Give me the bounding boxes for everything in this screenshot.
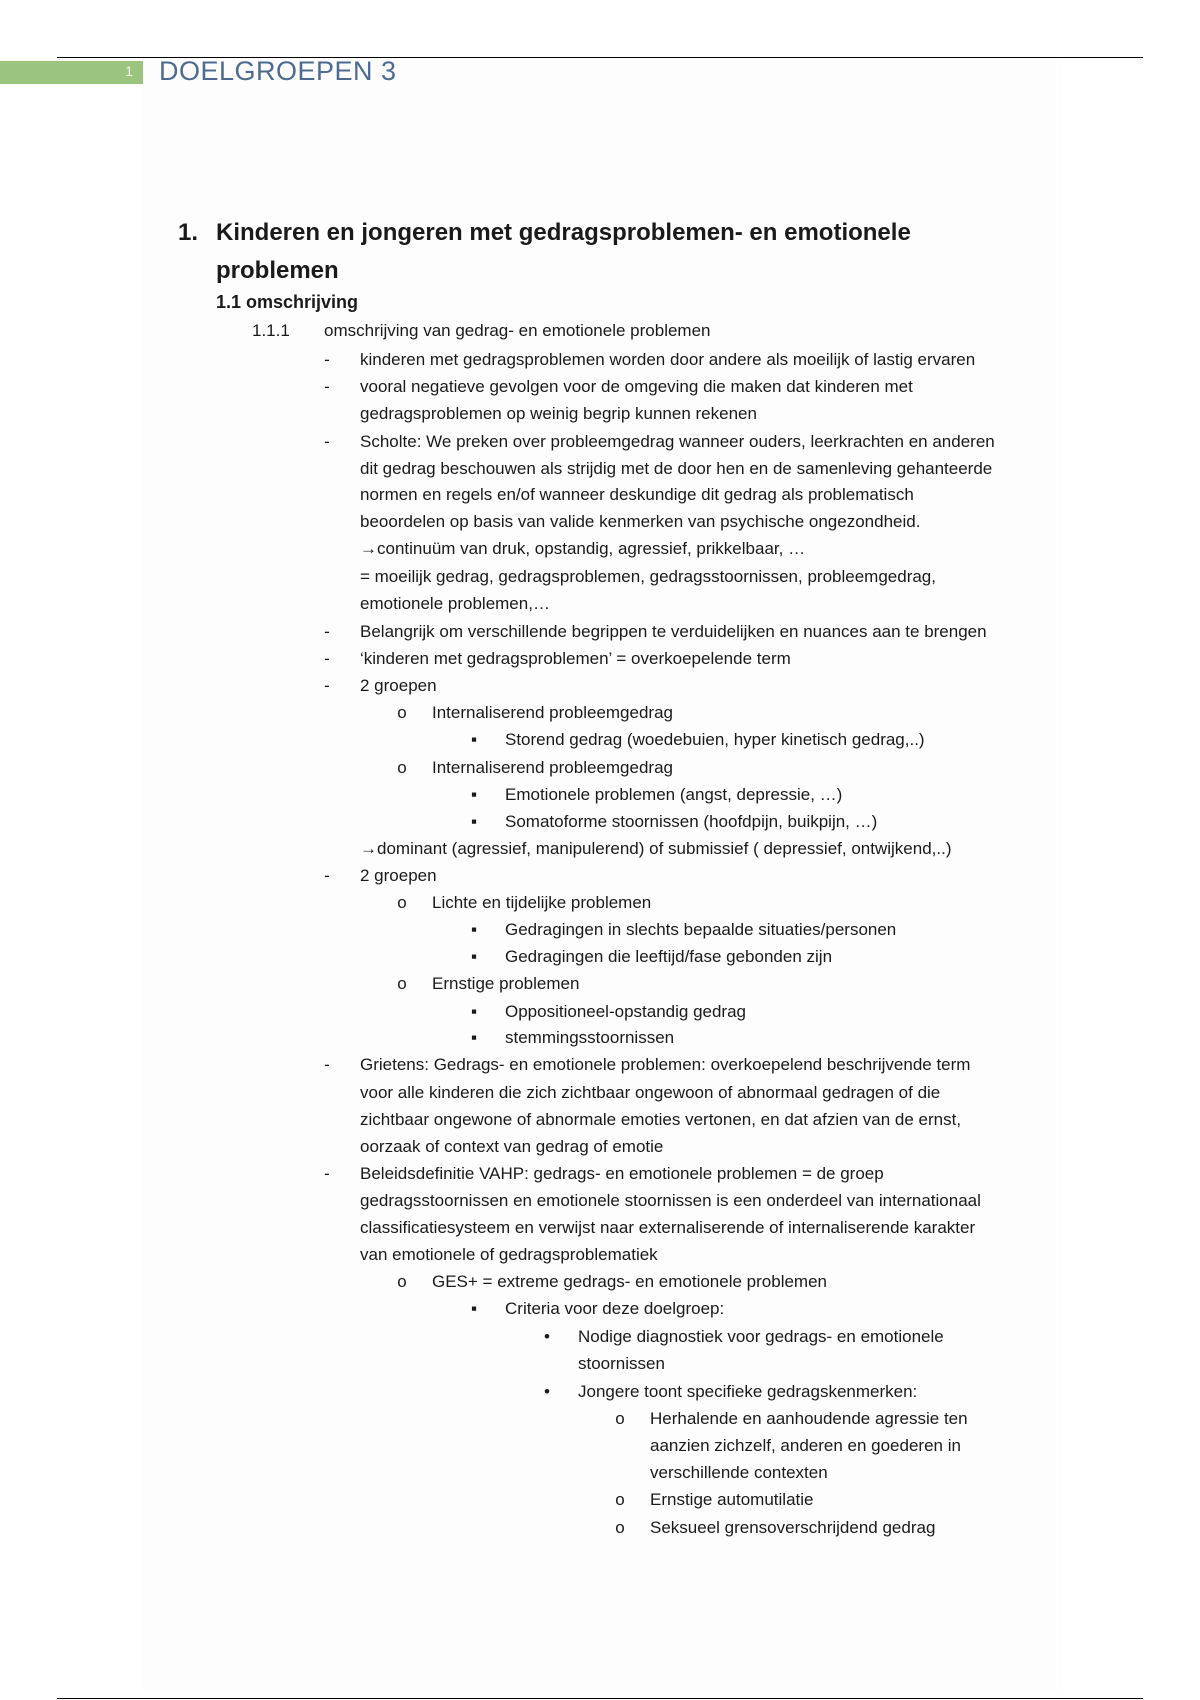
list-item-cont: beoordelen op basis van valide kenmerken van psychische ongezondheid. bbox=[360, 512, 921, 531]
circle-bullet: o bbox=[397, 893, 407, 912]
list-item: Grietens: Gedrags- en emotionele problemen: overkoepelend beschrijvende term bbox=[360, 1055, 971, 1074]
list-item: Herhalende en aanhoudende agressie ten bbox=[650, 1409, 968, 1428]
list-item: Scholte: We preken over probleemgedrag wanneer ouders, leerkrachten en anderen bbox=[360, 432, 995, 451]
circle-bullet: o bbox=[615, 1409, 625, 1428]
list-item: Somatoforme stoornissen (hoofdpijn, buikpijn, …) bbox=[505, 812, 878, 831]
list-item: Gedragingen in slechts bepaalde situaties/personen bbox=[505, 920, 897, 939]
list-item-cont: stoornissen bbox=[578, 1354, 665, 1373]
square-bullet: ▪ bbox=[470, 947, 478, 966]
dash-bullet: - bbox=[324, 377, 330, 396]
list-item-cont: →continuüm van druk, opstandig, agressief, prikkelbaar, … bbox=[360, 539, 806, 558]
header-title: DOELGROEPEN 3 bbox=[159, 56, 397, 86]
list-item: Beleidsdefinitie VAHP: gedrags- en emotionele problemen = de groep bbox=[360, 1164, 884, 1183]
dash-bullet: - bbox=[324, 866, 330, 885]
square-bullet: ▪ bbox=[470, 730, 478, 749]
circle-bullet: o bbox=[615, 1518, 625, 1537]
dot-bullet: • bbox=[544, 1327, 550, 1346]
list-item: Storend gedrag (woedebuien, hyper kinetisch gedrag,..) bbox=[505, 730, 925, 749]
list-item: Ernstige automutilatie bbox=[650, 1490, 814, 1509]
list-item: Internaliserend probleemgedrag bbox=[432, 703, 673, 722]
heading-3 bbox=[252, 321, 711, 341]
page-number-bar bbox=[0, 61, 143, 84]
dash-bullet: - bbox=[324, 1164, 330, 1183]
circle-bullet: o bbox=[615, 1490, 625, 1509]
list-item-cont: = moeilijk gedrag, gedragsproblemen, gedragsstoornissen, probleemgedrag, bbox=[360, 567, 936, 586]
square-bullet: ▪ bbox=[470, 920, 478, 939]
dash-bullet: - bbox=[324, 622, 330, 641]
circle-bullet: o bbox=[397, 974, 407, 993]
dash-bullet: - bbox=[324, 350, 330, 369]
circle-bullet: o bbox=[397, 1272, 407, 1291]
list-item: Ernstige problemen bbox=[432, 974, 580, 993]
heading-3-text: omschrijving van gedrag- en emotionele problemen bbox=[324, 321, 711, 340]
list-item: ‘kinderen met gedragsproblemen’ = overkoepelende term bbox=[360, 649, 791, 668]
list-item: kinderen met gedragsproblemen worden door andere als moeilijk of lastig ervaren bbox=[360, 350, 976, 369]
list-item: Belangrijk om verschillende begrippen te verduidelijken en nuances aan te brengen bbox=[360, 622, 987, 641]
list-item: Jongere toont specifieke gedragskenmerken: bbox=[578, 1382, 918, 1401]
list-item: vooral negatieve gevolgen voor de omgeving die maken dat kinderen met bbox=[360, 377, 913, 396]
square-bullet: ▪ bbox=[470, 812, 478, 831]
heading-1 bbox=[178, 214, 998, 290]
list-item: 2 groepen bbox=[360, 676, 437, 695]
list-item-cont: gedragsproblemen op weinig begrip kunnen rekenen bbox=[360, 404, 757, 423]
list-item: GES+ = extreme gedrags- en emotionele problemen bbox=[432, 1272, 828, 1291]
list-item: Nodige diagnostiek voor gedrags- en emotionele bbox=[578, 1327, 944, 1346]
dash-bullet: - bbox=[324, 1055, 330, 1074]
footer-rule bbox=[57, 1698, 1143, 1699]
square-bullet: ▪ bbox=[470, 1028, 478, 1047]
heading-3-number: 1.1.1 bbox=[252, 321, 290, 340]
dash-bullet: - bbox=[324, 432, 330, 451]
list-item-cont: verschillende contexten bbox=[650, 1463, 828, 1482]
heading-2: 1.1 omschrijving bbox=[216, 292, 359, 312]
square-bullet: ▪ bbox=[470, 1002, 478, 1021]
list-item-cont: zichtbaar ongewone of abnormale emoties vertonen, en dat afzien van de ernst, bbox=[360, 1110, 962, 1129]
arrow-note: →dominant (agressief, manipulerend) of submissief ( depressief, ontwijkend,..) bbox=[360, 839, 952, 858]
list-item: Seksueel grensoverschrijdend gedrag bbox=[650, 1518, 936, 1537]
dash-bullet: - bbox=[324, 676, 330, 695]
dot-bullet: • bbox=[544, 1382, 550, 1401]
list-item: 2 groepen bbox=[360, 866, 437, 885]
list-item: Internaliserend probleemgedrag bbox=[432, 758, 673, 777]
list-item-cont: classificatiesysteem en verwijst naar externaliserende of internaliserende karakter bbox=[360, 1218, 976, 1237]
list-item-cont: voor alle kinderen die zich zichtbaar ongewoon of abnormaal gedragen of die bbox=[360, 1083, 941, 1102]
page-number: 1 bbox=[125, 63, 133, 79]
list-item: stemmingsstoornissen bbox=[505, 1028, 675, 1047]
list-item-cont: gedragsstoornissen en emotionele stoornissen is een onderdeel van internationaal bbox=[360, 1191, 981, 1210]
square-bullet: ▪ bbox=[470, 785, 478, 804]
list-item: Emotionele problemen (angst, depressie, …) bbox=[505, 785, 843, 804]
list-item-cont: oorzaak of context van gedrag of emotie bbox=[360, 1137, 664, 1156]
list-item-cont: emotionele problemen,… bbox=[360, 594, 550, 613]
dash-bullet: - bbox=[324, 649, 330, 668]
heading-1-number: 1. bbox=[178, 219, 199, 246]
list-item-cont: van emotionele of gedragsproblematiek bbox=[360, 1245, 658, 1264]
list-item-cont: normen en regels en/of wanneer deskundige dit gedrag als problematisch bbox=[360, 485, 914, 504]
heading-1-title-line2: problemen bbox=[216, 257, 339, 284]
list-item-cont: aanzien zichzelf, anderen en goederen in bbox=[650, 1436, 961, 1455]
square-bullet: ▪ bbox=[470, 1299, 478, 1318]
list-item: Gedragingen die leeftijd/fase gebonden zijn bbox=[505, 947, 833, 966]
circle-bullet: o bbox=[397, 758, 407, 777]
list-item-cont: dit gedrag beschouwen als strijdig met de door hen en de samenleving gehanteerde bbox=[360, 459, 993, 478]
list-item: Lichte en tijdelijke problemen bbox=[432, 893, 652, 912]
list-item: Criteria voor deze doelgroep: bbox=[505, 1299, 725, 1318]
list-item: Oppositioneel-opstandig gedrag bbox=[505, 1002, 747, 1021]
heading-1-title-line1: Kinderen en jongeren met gedragsproblemen- en emotionele bbox=[216, 219, 911, 246]
circle-bullet: o bbox=[397, 703, 407, 722]
